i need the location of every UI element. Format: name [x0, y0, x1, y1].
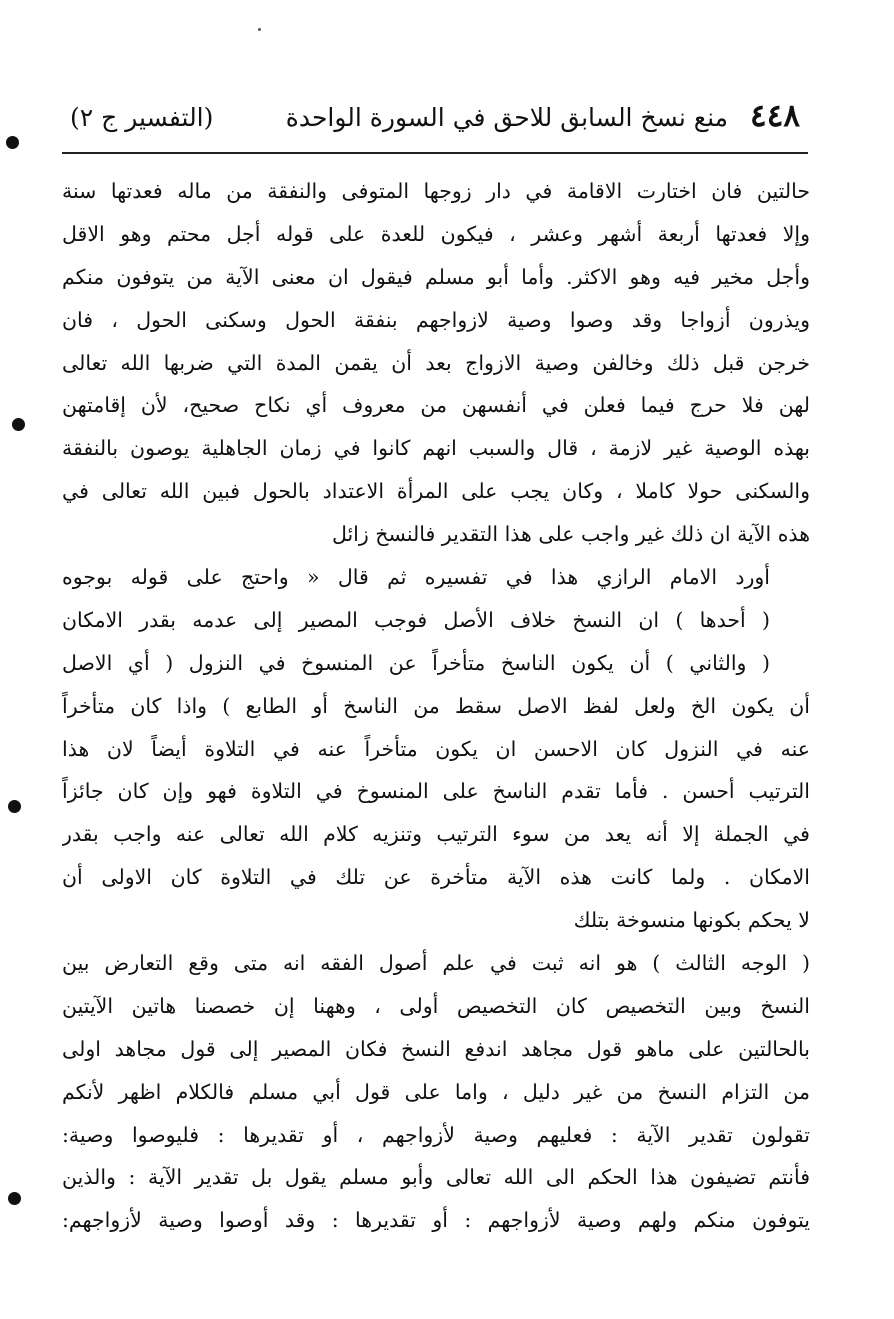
- binding-hole-mark: [8, 1192, 21, 1205]
- text-line: تقولون تقدير الآية : فعليهم وصية لأزواجهم ، أو تقديرها : فليوصوا وصية:: [62, 1122, 810, 1147]
- header-rule: [62, 152, 808, 154]
- text-line: لهن فلا حرج فيما فعلن في أنفسهن من معروف أي نكاح صحيح، لأن إقامتهن: [62, 393, 810, 418]
- text-line: يتوفون منكم ولهم وصية لأزواجهم : أو تقديرها : وقد أوصوا وصية لأزواجهم:: [62, 1208, 810, 1233]
- scan-speck: [258, 28, 261, 31]
- text-line: من التزام النسخ من غير دليل ، واما على قول أبي مسلم فالكلام اظهر لأنكم: [62, 1079, 810, 1104]
- text-line: ( والثاني ) أن يكون الناسخ متأخراً عن المنسوخ في النزول ( أي الاصل: [62, 650, 770, 675]
- text-line: وأجل مخير فيه وهو الاكثر. وأما أبو مسلم فيقول ان معنى الآية من يتوفون منكم: [62, 264, 810, 289]
- section-title: منع نسخ السابق للاحق في السورة الواحدة: [285, 103, 729, 132]
- binding-hole-mark: [12, 418, 25, 431]
- text-line: هذه الآية ان ذلك غير واجب على هذا التقدير فالنسخ زائل: [331, 522, 810, 547]
- binding-hole-mark: [8, 800, 21, 813]
- text-line: خرجن قبل ذلك وخالفن وصية الازواج بعد أن يقمن المدة التي ضربها الله تعالى: [62, 350, 810, 375]
- running-header: [70, 98, 800, 144]
- text-line: بالحالتين على ماهو قول مجاهد اندفع النسخ فكان المصير إلى قول مجاهد اولى: [62, 1036, 810, 1061]
- text-line: ( أحدها ) ان النسخ خلاف الأصل فوجب المصير إلى عدمه بقدر الامكان: [62, 607, 770, 632]
- text-line: في الجملة إلا أنه يعد من سوء الترتيب وتنزيه كلام الله تعالى عنه واجب بقدر: [62, 822, 810, 847]
- page-number: ٤٤٨: [750, 98, 800, 134]
- text-line: عنه في النزول كان الاحسن ان يكون متأخراً عنه في التلاوة أيضاً لان هذا: [62, 736, 810, 761]
- book-title: (التفسير ج ٢): [70, 103, 214, 132]
- body-text: [62, 170, 810, 1242]
- text-line: الامكان . ولما كانت هذه الآية متأخرة عن تلك في التلاوة كان الاولى أن: [62, 865, 810, 890]
- text-line: الترتيب أحسن . فأما تقدم الناسخ على المنسوخ في التلاوة فهو وإن كان جائزاً: [62, 779, 810, 804]
- text-line: حالتين فان اختارت الاقامة في دار زوجها المتوفى والنفقة من ماله فعدتها سنة: [62, 179, 810, 203]
- text-line: وإلا فعدتها أربعة أشهر وعشر ، فيكون للعدة على قوله أجل محتم وهو الاقل: [62, 221, 810, 246]
- text-line: بهذه الوصية غير لازمة ، قال والسبب انهم كانوا في زمان الجاهلية يوصون بالنفقة: [62, 436, 810, 461]
- text-line: والسكنى حولا كاملا ، وكان يجب على المرأة الاعتداد بالحول فبين الله تعالى في: [62, 479, 810, 504]
- text-line: أورد الامام الرازي هذا في تفسيره ثم قال « واحتج على قوله بوجوه: [62, 565, 770, 590]
- text-line: فأنتم تضيفون هذا الحكم الى الله تعالى وأبو مسلم يقول بل تقدير الآية : والذين: [62, 1165, 810, 1190]
- text-line: أن يكون الخ ولعل لفظ الاصل سقط من الناسخ أو الطابع ) واذا كان متأخراً: [62, 693, 810, 718]
- binding-hole-mark: [6, 136, 19, 149]
- text-line: ويذرون أزواجا وقد وصوا وصية لازواجهم بنفقة الحول وسكنى الحول ، فان: [62, 307, 810, 332]
- text-line: النسخ وبين التخصيص كان التخصيص أولى ، وههنا إن خصصنا هاتين الآيتين: [62, 993, 810, 1018]
- text-line: ( الوجه الثالث ) هو انه ثبت في علم أصول الفقه انه متى وقع التعارض بين: [62, 951, 810, 976]
- text-line: لا يحكم بكونها منسوخة بتلك: [573, 908, 810, 933]
